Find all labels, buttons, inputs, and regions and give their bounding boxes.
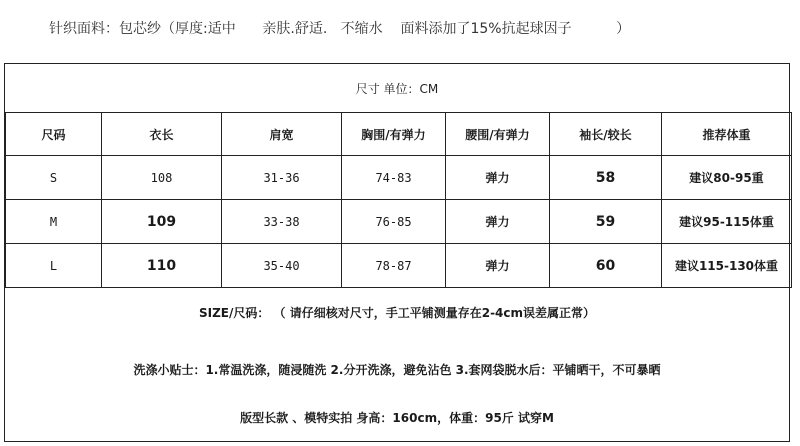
cell-chest: 78-87	[342, 244, 446, 288]
cell-shoulder: 35-40	[222, 244, 342, 288]
cell-chest: 74-83	[342, 156, 446, 200]
size-note: SIZE/尺码： （ 请仔细核对尺寸，手工平铺测量存在2-4cm误差属正常）	[198, 306, 596, 320]
cell-size: S	[6, 156, 102, 200]
size-table	[5, 112, 792, 288]
header-shoulder: 肩宽	[222, 113, 342, 156]
cell-weight: 建议80-95重	[662, 156, 792, 200]
cell-weight: 建议115-130体重	[662, 244, 792, 288]
cell-waist: 弹力	[446, 244, 550, 288]
cell-size: L	[6, 244, 102, 288]
cell-size: M	[6, 200, 102, 244]
model-note: 版型长款 、模特实拍 身高：160cm，体重：95斤 试穿M	[240, 411, 554, 425]
header-weight: 推荐体重	[662, 113, 792, 156]
header-length: 衣长	[102, 113, 222, 156]
cell-chest: 76-85	[342, 200, 446, 244]
table-header-row	[6, 113, 792, 156]
header-waist: 腰围/有弹力	[446, 113, 550, 156]
cell-sleeve: 58	[550, 156, 662, 200]
size-chart-box	[4, 63, 790, 442]
header-size: 尺码	[6, 113, 102, 156]
cell-weight: 建议95-115体重	[662, 200, 792, 244]
cell-sleeve: 59	[550, 200, 662, 244]
cell-length: 110	[102, 244, 222, 288]
header-chest: 胸围/有弹力	[342, 113, 446, 156]
cell-length: 109	[102, 200, 222, 244]
cell-waist: 弹力	[446, 200, 550, 244]
size-chart-title: 尺寸 单位：CM	[355, 81, 439, 96]
cell-waist: 弹力	[446, 156, 550, 200]
wash-note: 洗涤小贴士：1.常温洗涤，随浸随洗 2.分开洗涤，避免沾色 3.套网袋脱水后：平铺晒干，不可暴晒	[133, 363, 661, 377]
cell-shoulder: 33-38	[222, 200, 342, 244]
fabric-description: 针织面料：包芯纱（厚度:适中 亲肤.舒适. 不缩水 面料添加了15%抗起球因子 ）	[49, 21, 631, 37]
table-row	[6, 156, 792, 200]
header-sleeve: 袖长/较长	[550, 113, 662, 156]
table-row	[6, 244, 792, 288]
cell-length: 108	[102, 156, 222, 200]
cell-sleeve: 60	[550, 244, 662, 288]
cell-shoulder: 31-36	[222, 156, 342, 200]
table-row	[6, 200, 792, 244]
